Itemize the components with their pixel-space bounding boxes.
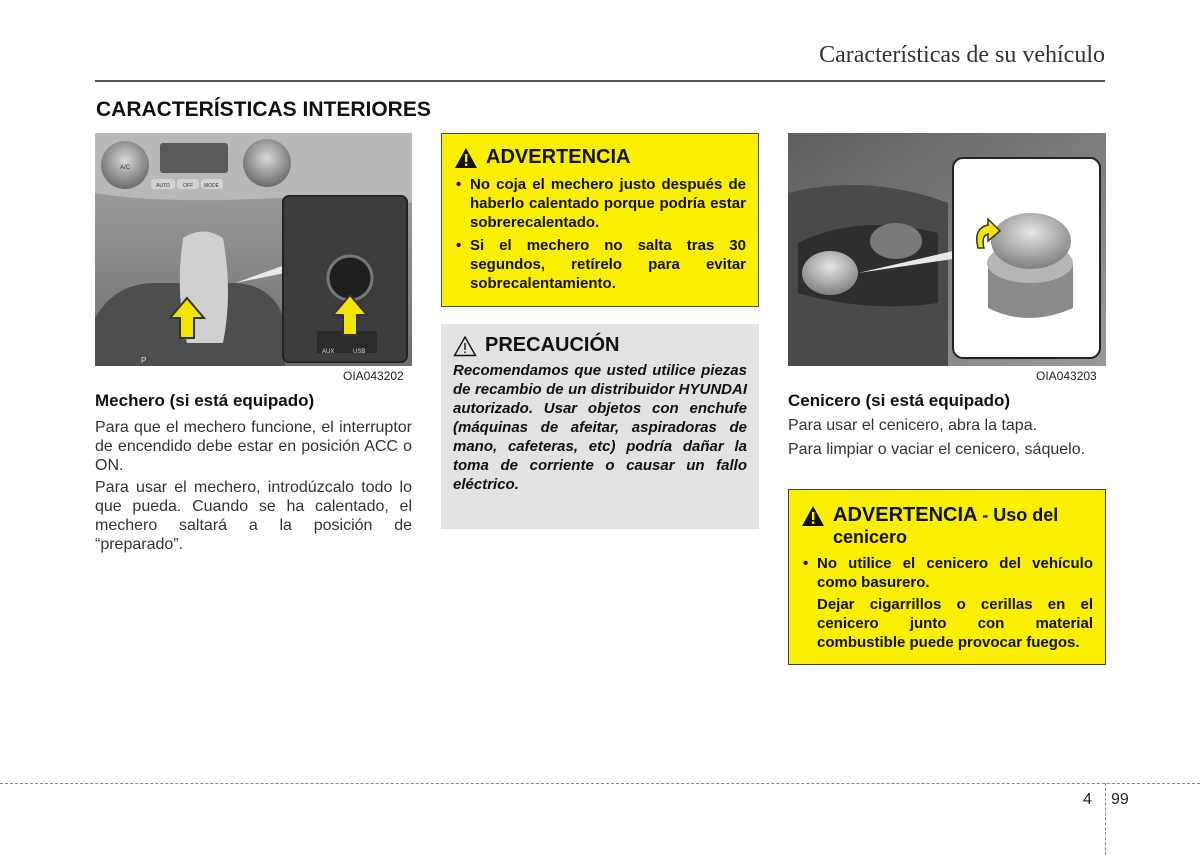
ashtray-figure: [788, 133, 1106, 366]
usb-label: USB: [353, 349, 366, 355]
caution-triangle-icon: [453, 335, 477, 357]
lighter-illustration: [95, 133, 412, 366]
climate-display: [160, 143, 228, 173]
off-label: OFF: [183, 183, 193, 189]
lighter-figure: [95, 133, 412, 366]
page-divider: [1105, 783, 1106, 855]
header-rule: [95, 80, 1105, 82]
figure-code-left: OIA043202: [343, 369, 404, 383]
ashtray-paragraph-2: Para limpiar o vaciar el cenicero, sáquelo.: [788, 441, 1086, 458]
warning-title: [454, 146, 746, 169]
ashtray-paragraph-1: Para usar el cenicero, abra la tapa.: [788, 417, 1038, 434]
caution-title: [453, 334, 747, 357]
warning-item: • No coja el mechero justo después de haberlo calentado porque podría estar sobrerecalentado.: [454, 175, 746, 232]
figure-code-right: OIA043203: [1036, 369, 1097, 383]
aux-label: AUX: [322, 349, 335, 355]
lighter-paragraph-2: Para usar el mechero, introdúzcalo todo lo que pueda. Cuando se ha calentado, el mechero saltará a la posición de “preparado”.: [95, 479, 412, 553]
ashtray-lid: [991, 213, 1071, 269]
page-number: 99: [1111, 791, 1129, 808]
climate-knob-right: [243, 139, 291, 187]
ashtray-warning-box: [788, 489, 1106, 665]
auto-label: AUTO: [156, 183, 170, 189]
mode-label: MODE: [204, 183, 219, 189]
ashtray-warning-list: [801, 554, 1093, 592]
lighter-socket: [328, 256, 372, 300]
ashtray-warning-title-suffix: - Uso del cenicero: [833, 505, 1059, 547]
ashtray-illustration: [788, 133, 1106, 366]
footer-rule: [0, 783, 1200, 784]
ashtray-warning-item: • No utilice el cenicero del vehículo como basurero.: [801, 554, 1093, 592]
acc-label: A/C: [120, 165, 131, 171]
warning-item: • Si el mechero no salta tras 30 segundos, retírelo para evitar sobrecalentamiento.: [454, 236, 746, 293]
warning-list: [454, 175, 746, 293]
ashtray-warning-title-wrap: [833, 504, 1093, 548]
ashtray-in-holder: [802, 251, 858, 295]
warning-triangle-icon: [801, 505, 825, 527]
lighter-paragraph-1: Para que el mechero funcione, el interruptor de encendido debe estar en posición ACC o ON.: [95, 419, 412, 474]
caution-box: [441, 324, 759, 529]
page-header-title: Características de su vehículo: [819, 42, 1105, 68]
ashtray-warning-note: Dejar cigarrillos o cerillas en el cenicero junto con material combustible puede provocar fuegos.: [817, 596, 1093, 651]
caution-title-text: PRECAUCIÓN: [485, 334, 620, 356]
warning-triangle-icon: [454, 147, 478, 169]
chapter-number: 4: [1083, 791, 1092, 808]
caution-text: Recomendamos que usted utilice piezas de recambio de un distribuidor HYUNDAI autorizado. Usar objetos con enchufe (máquinas de afeitar, aspiradoras de mano, cafeteras, etc) podría dañar la toma de corriente o causar un fallo eléctrico.: [453, 362, 747, 493]
ashtray-warning-title-text: ADVERTENCIA: [833, 504, 977, 526]
ashtray-warning-title: [801, 504, 1093, 548]
section-title: CARACTERÍSTICAS INTERIORES: [96, 98, 431, 121]
lighter-heading: Mechero (si está equipado): [95, 391, 315, 410]
gear-p-label: P: [141, 356, 147, 365]
lighter-warning-box: [441, 133, 759, 307]
ashtray-heading: Cenicero (si está equipado): [788, 391, 1010, 410]
warning-title-text: ADVERTENCIA: [486, 146, 631, 168]
